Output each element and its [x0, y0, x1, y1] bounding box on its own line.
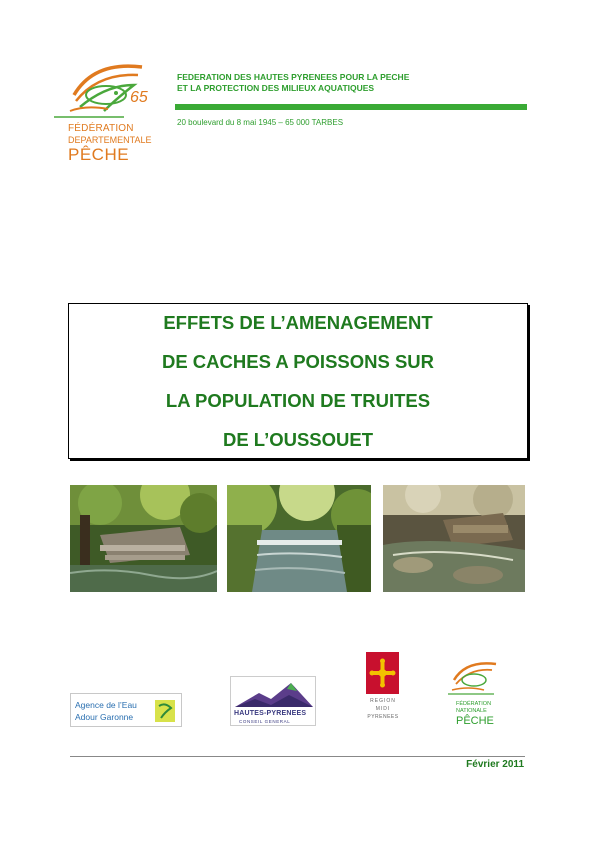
header-divider [175, 104, 527, 110]
logo-department-number: 65 [130, 89, 148, 106]
region-line-3: PYRENEES [367, 714, 399, 720]
federation-logo [46, 55, 166, 170]
fnp-line-1: FÉDÉRATION [456, 701, 492, 707]
footer-divider [70, 756, 525, 757]
agence-line-1: Agence de l’Eau [75, 700, 137, 710]
mountains-icon [231, 677, 317, 709]
logo-region-midi-pyrenees [363, 652, 403, 734]
logo-line-3: PÊCHE [68, 145, 130, 164]
publication-date: Février 2011 [466, 759, 524, 770]
title-line-1: EFFETS DE L’AMENAGEMENT [163, 312, 433, 333]
photo-river-cache [383, 485, 525, 592]
logo-agence-eau [70, 693, 182, 727]
logo-line-2: DEPARTEMENTALE [68, 135, 152, 145]
org-address: 20 boulevard du 8 mai 1945 – 65 000 TARBES [177, 118, 344, 127]
agence-line-2: Adour Garonne [75, 712, 134, 722]
logo-hautes-pyrenees [230, 676, 316, 726]
region-line-2: MIDI [375, 706, 391, 712]
fish-logo-small-icon [444, 656, 504, 702]
photo-stream-weir [227, 485, 371, 592]
org-name-line-1: FEDERATION DES HAUTES PYRENEES POUR LA PECHE [177, 72, 410, 82]
occitan-cross-icon [366, 652, 399, 694]
title-line-3: LA POPULATION DE TRUITES [165, 390, 431, 411]
title-line-2: DE CACHES A POISSONS SUR [161, 351, 435, 372]
title-box [68, 303, 528, 459]
fnp-line-2: NATIONALE [456, 708, 487, 714]
logo-federation-nationale [444, 656, 504, 734]
org-name-line-2: ET LA PROTECTION DES MILIEUX AQUATIQUES [177, 83, 375, 93]
region-line-1: REGION [370, 698, 396, 704]
hp-line-1: HAUTES-PYRENEES [234, 710, 307, 717]
fnp-line-3: PÊCHE [456, 715, 494, 727]
title-line-4: DE L’OUSSOUET [222, 429, 374, 450]
logo-line-1: FÉDÉRATION [68, 123, 134, 134]
hp-line-2: CONSEIL GENERAL [239, 719, 291, 724]
agence-mark-icon [153, 698, 177, 724]
photo-stream-structure [70, 485, 217, 592]
